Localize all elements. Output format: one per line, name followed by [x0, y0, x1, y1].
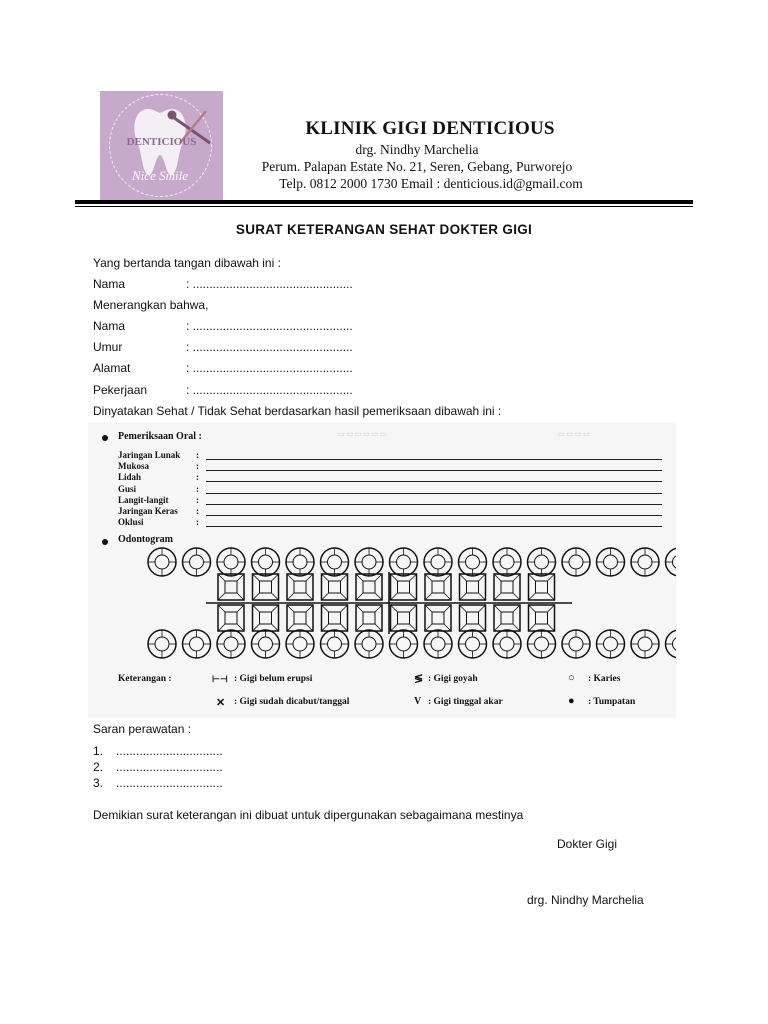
signer-name-label: Nama	[93, 277, 126, 291]
header-rule-thin	[75, 206, 693, 207]
legend-root-icon: V	[414, 696, 422, 707]
oral-item-line	[206, 515, 662, 516]
closing-text: Demikian surat keterangan ini dibuat untuk dipergunakan sebagaimana mestinya	[93, 808, 524, 822]
patient-age-label: Umur	[93, 340, 123, 354]
legend-filling: : Tumpatan	[588, 697, 636, 707]
clinic-name: KLINIK GIGI DENTICIOUS	[305, 118, 555, 139]
oral-item-colon: :	[196, 472, 199, 483]
clinic-contact: Telp. 0812 2000 1730 Email : denticious.id@gmail.com	[279, 176, 583, 191]
patient-job-value: : ................................................	[186, 383, 353, 397]
patient-address-label: Alamat	[93, 361, 131, 375]
clinic-logo	[100, 91, 223, 201]
oral-item-label: Oklusi	[118, 517, 144, 528]
oral-item-label: Jaringan Lunak	[118, 450, 181, 460]
oral-item-colon: :	[196, 494, 199, 505]
examination-form: ▭ ▭ ▭ ▭ ▭ ▭ ▭ ▭ ▭ ▭ Pemeriksaan Oral : Jaringan Lunak : Mukosa : Lidah : Gusi : Langit-langit : Jaringan Keras : Oklusi : Odontogram Keterangan : ⊢⊣ : Gigi belum erupsi ≶ : Gigi goyah ○ : Karies ✕ : Gigi sudah dicabut/tanggal V : Gigi tinggal akar ● : Tumpatan	[88, 422, 676, 718]
legend-extracted-icon: ✕	[216, 697, 226, 709]
patient-name-value: : ................................................	[186, 319, 353, 333]
signer-name-value: : ................................................	[186, 277, 353, 291]
patient-job-label: Pekerjaan	[93, 383, 148, 397]
patient-age-value: : ................................................	[186, 340, 353, 354]
oral-item-line	[206, 459, 662, 460]
oral-item-line	[206, 526, 662, 527]
legend-root: : Gigi tinggal akar	[428, 697, 503, 707]
oral-item-colon: :	[196, 517, 199, 528]
oral-item-line	[206, 493, 662, 494]
oral-item-line	[206, 470, 662, 471]
patient-address-value: : ................................................	[186, 361, 353, 375]
oral-item-line	[206, 504, 662, 505]
odontogram-chart	[88, 546, 676, 672]
legend-loose-icon: ≶	[414, 673, 424, 685]
odontogram-bullet	[102, 539, 108, 545]
patient-name-label: Nama	[93, 319, 126, 333]
legend-loose: : Gigi goyah	[428, 674, 478, 684]
intro-text: Yang bertanda tangan dibawah ini :	[93, 256, 281, 270]
odontogram-heading: Odontogram	[118, 534, 173, 545]
legend-unerupted: : Gigi belum erupsi	[234, 674, 313, 684]
statement-text: Dinyatakan Sehat / Tidak Sehat berdasarkan hasil pemeriksaan dibawah ini :	[93, 404, 502, 418]
oral-item-colon: :	[196, 506, 199, 516]
oral-item-label: Mukosa	[118, 461, 150, 472]
legend-unerupted-icon: ⊢⊣	[212, 674, 228, 684]
oral-item-line	[206, 481, 662, 482]
oral-item-colon: :	[196, 450, 199, 460]
oral-item-label: Langit-langit	[118, 494, 169, 505]
signature-title: Dokter Gigi	[557, 837, 618, 851]
legend-heading: Keterangan :	[118, 674, 172, 684]
oral-item-colon: :	[196, 483, 199, 494]
advice-value-2: ................................	[116, 760, 223, 774]
advice-num-3: 3.	[93, 776, 104, 790]
oral-exam-heading: Pemeriksaan Oral :	[118, 431, 202, 442]
document-title: SURAT KETERANGAN SEHAT DOKTER GIGI	[235, 222, 533, 237]
clinic-doctor: drg. Nindhy Marchelia	[355, 142, 479, 157]
advice-heading: Saran perawatan :	[93, 722, 192, 736]
advice-value-3: ................................	[116, 776, 223, 790]
clinic-address: Perum. Palapan Estate No. 21, Seren, Gebang, Purworejo	[261, 159, 573, 174]
oral-item-colon: :	[196, 461, 199, 472]
advice-num-2: 2.	[93, 760, 104, 774]
signature-name: drg. Nindhy Marchelia	[527, 893, 644, 907]
logo-brand: DENTICIOUS	[126, 136, 197, 148]
logo-tagline: Nice Smile	[132, 168, 188, 183]
oral-bullet	[102, 435, 108, 441]
declares-text: Menerangkan bahwa,	[93, 298, 209, 312]
oral-item-label: Gusi	[118, 483, 137, 494]
header-rule-thick	[75, 200, 693, 204]
advice-num-1: 1.	[93, 744, 104, 758]
oral-item-label: Lidah	[118, 472, 142, 483]
advice-value-1: ................................	[116, 744, 223, 758]
legend-filling-icon: ●	[568, 695, 575, 707]
legend-caries: : Karies	[588, 674, 621, 684]
legend-extracted: : Gigi sudah dicabut/tanggal	[234, 697, 350, 707]
legend-caries-icon: ○	[568, 672, 575, 684]
oral-item-label: Jaringan Keras	[118, 506, 178, 516]
